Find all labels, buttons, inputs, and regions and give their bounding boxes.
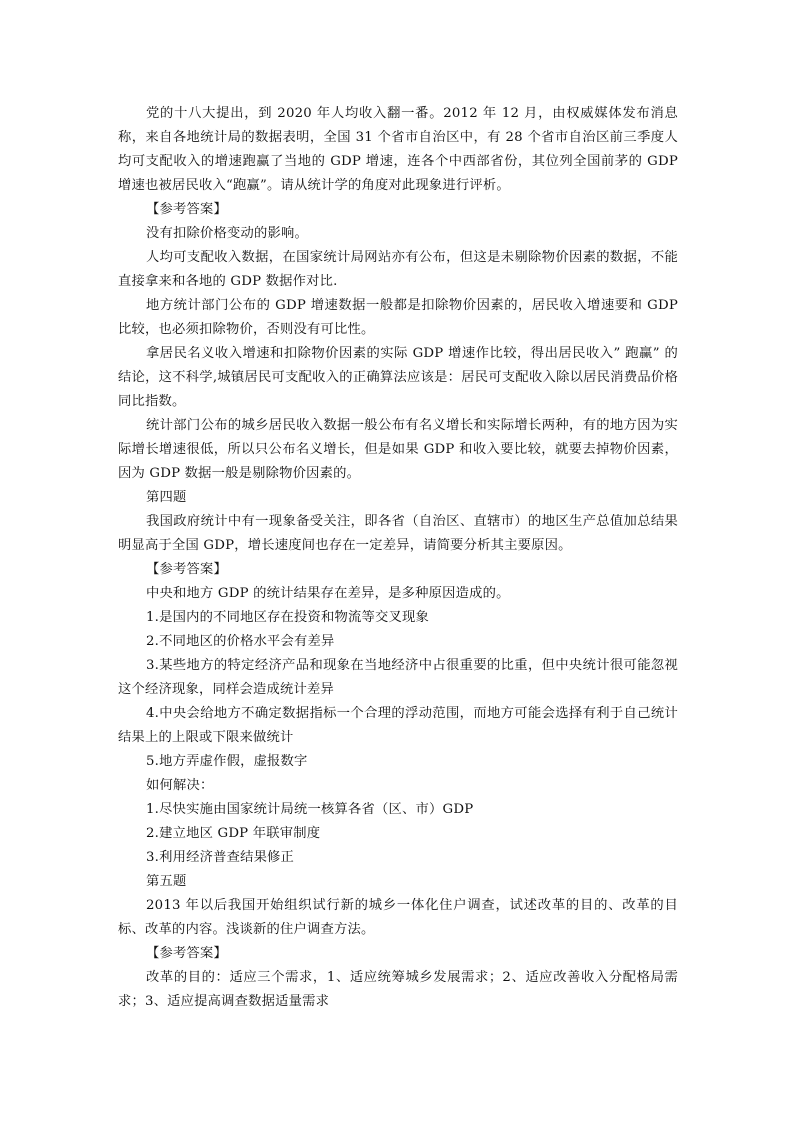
reference-answer-heading: 【参考答案】 [146,946,227,961]
answer-paragraph: 没有扣除价格变动的影响。 [146,226,308,241]
answer-paragraph: 地方统计部门公布的 GDP 增速数据一般都是扣除物价因素的，居民收入增速要和 GDP 比较，也必须扣除物价，否则没有可比性。 [118,298,678,337]
solution-heading: 如何解决： [146,778,214,793]
answer-paragraph: 中央和地方 GDP 的统计结果存在差异，是多种原因造成的。 [146,586,510,601]
reference-answer-heading: 【参考答案】 [146,202,227,217]
answer-list-item: 1.是国内的不同地区存在投资和物流等交叉现象 [146,610,430,625]
question-three-text: 党的十八大提出，到 2020 年人均收入翻一番。2012 年 12 月，由权威媒体发布消息称，来自各地统计局的数据表明，全国 31 个省市自治区中，有 28 个省市自治区前三季度人均可支配收入的增速跑赢了当地的 GDP 增速，连各个中西部省份，其位列全国前茅的 GDP 增速也被居民收入“跑赢”。请从统计学的角度对此现象进行评析。 [118,106,678,193]
answer-list-item: 2.不同地区的价格水平会有差异 [146,634,335,649]
document-page [118,102,678,1014]
question-four-text: 我国政府统计中有一现象备受关注，即各省（自治区、直辖市）的地区生产总值加总结果明显高于全国 GDP，增长速度间也存在一定差异，请简要分析其主要原因。 [118,514,678,553]
answer-list-item: 3.某些地方的特定经济产品和现象在当地经济中占很重要的比重，但中央统计很可能忽视这个经济现象，同样会造成统计差异 [118,658,678,697]
solution-list-item: 2.建立地区 GDP 年联审制度 [146,826,321,841]
answer-paragraph: 改革的目的：适应三个需求，1、适应统筹城乡发展需求；2、适应改善收入分配格局需求；3、适应提高调查数据适量需求 [118,970,678,1009]
solution-list-item: 1.尽快实施由国家统计局统一核算各省（区、市）GDP [146,802,474,817]
answer-paragraph: 统计部门公布的城乡居民收入数据一般公布有名义增长和实际增长两种，有的地方因为实际增长增速很低，所以只公布名义增长，但是如果 GDP 和收入要比较，就要去掉物价因素，因为 GDP 数据一般是剔除物价因素的。 [118,418,678,481]
answer-list-item: 4.中央会给地方不确定数据指标一个合理的浮动范围，而地方可能会选择有利于自己统计结果上的上限或下限来做统计 [118,706,678,745]
answer-paragraph: 拿居民名义收入增速和扣除物价因素的实际 GDP 增速作比较，得出居民收入” 跑赢” 的结论，这不科学,城镇居民可支配收入的正确算法应该是：居民可支配收入除以居民消费品价格同比指数。 [118,346,678,409]
answer-list-item: 5.地方弄虚作假，虚报数字 [146,754,308,769]
question-five-text: 2013 年以后我国开始组织试行新的城乡一体化住户调查，试述改革的目的、改革的目标、改革的内容。浅谈新的住户调查方法。 [118,898,678,937]
solution-list-item: 3.利用经济普查结果修正 [146,850,295,865]
reference-answer-heading: 【参考答案】 [146,562,227,577]
question-five-heading: 第五题 [146,874,187,889]
answer-paragraph: 人均可支配收入数据，在国家统计局网站亦有公布，但这是未剔除物价因素的数据，不能直接拿来和各地的 GDP 数据作对比. [118,250,678,289]
question-four-heading: 第四题 [146,490,187,505]
